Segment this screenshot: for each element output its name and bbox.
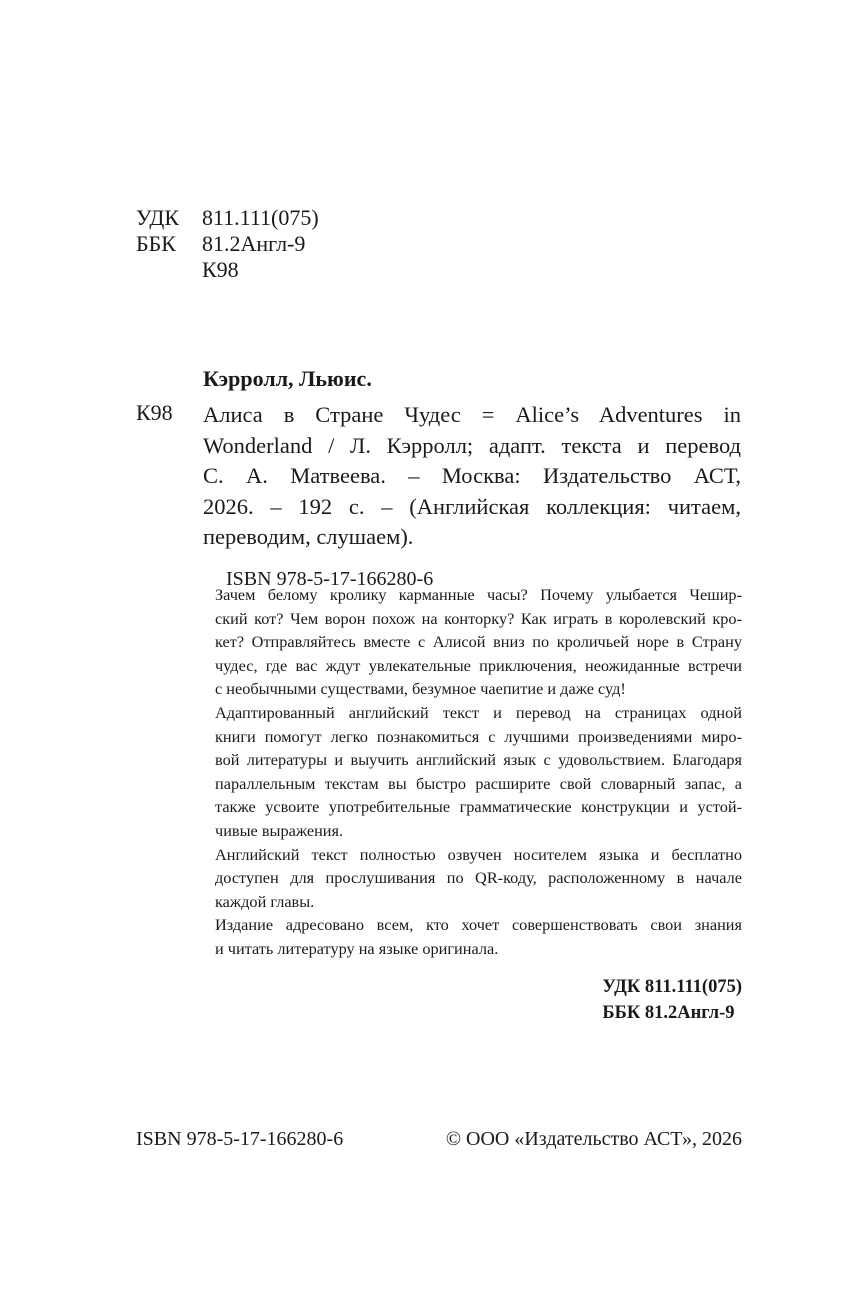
udk-row bbox=[136, 205, 319, 231]
annotation-line: параллельным текстам вы быстро расширите свой словарный запас, а bbox=[215, 773, 742, 793]
annotation-line: вой литературы и выучить английский язык с удовольствием. Благодаря bbox=[215, 750, 742, 770]
entry-mark: К98 bbox=[136, 400, 173, 425]
classification-block bbox=[136, 205, 319, 283]
annotation-paragraph bbox=[215, 913, 742, 960]
entry-isbn: ISBN 978-5-17-166280-6 bbox=[226, 568, 434, 590]
udk-label: УДК bbox=[136, 205, 180, 230]
annotation-paragraph bbox=[215, 701, 742, 843]
footer-copyright: © ООО «Издательство АСТ», 2026 bbox=[445, 1128, 742, 1150]
entry-author: Кэрролл, Льюис. bbox=[203, 366, 372, 391]
annotation bbox=[215, 583, 742, 961]
annotation-paragraph bbox=[215, 583, 742, 701]
annotation-line: чудес, где вас ждут увлекательные приключения, неожиданные встречи bbox=[215, 655, 742, 675]
bottom-classification bbox=[602, 974, 742, 1026]
bibliographic-entry bbox=[203, 400, 741, 553]
bbk-row bbox=[136, 231, 319, 257]
entry-line: Wonderland / Л. Кэрролл; адапт. текста и перевод bbox=[203, 432, 741, 458]
annotation-line: Издание адресовано всем, кто хочет совершенствовать свои знания bbox=[215, 915, 742, 935]
annotation-line: чивые выражения. bbox=[215, 820, 344, 840]
annotation-line: кет? Отправляйтесь вместе с Алисой вниз по кроличьей норе в Страну bbox=[215, 632, 742, 652]
annotation-line: Английский текст полностью озвучен носителем языка и бесплатно bbox=[215, 844, 742, 864]
author-mark: К98 bbox=[202, 257, 239, 282]
entry-line: 2026. – 192 с. – (Английская коллекция: читаем, bbox=[203, 493, 741, 519]
annotation-line: ский кот? Чем ворон похож на конторку? Как играть в королевский кро- bbox=[215, 608, 742, 628]
annotation-line: с необычными существами, безумное чаепитие и даже суд! bbox=[215, 679, 626, 699]
bbk-value: 81.2Англ-9 bbox=[202, 231, 306, 256]
annotation-line: также усвоите употребительные грамматические конструкции и устой- bbox=[215, 797, 742, 817]
annotation-line: и читать литературу на языке оригинала. bbox=[215, 938, 499, 958]
annotation-line: каждой главы. bbox=[215, 891, 315, 911]
udk-value: 811.111(075) bbox=[202, 205, 319, 230]
annotation-paragraph bbox=[215, 843, 742, 914]
footer-isbn: ISBN 978-5-17-166280-6 bbox=[136, 1128, 344, 1150]
annotation-line: Зачем белому кролику карманные часы? Почему улыбается Чешир- bbox=[215, 585, 742, 604]
bottom-bbk: ББК 81.2Англ-9 bbox=[602, 1003, 735, 1023]
annotation-line: книги помогут легко познакомиться с лучшими произведениями миро- bbox=[215, 726, 742, 746]
annotation-line: доступен для прослушивания по QR-коду, расположенному в начале bbox=[215, 868, 742, 888]
bottom-udk: УДК 811.111(075) bbox=[602, 977, 742, 997]
annotation-line: Адаптированный английский текст и перевод на страницах одной bbox=[215, 702, 742, 722]
entry-line: Алиса в Стране Чудес = Alice’s Adventures in bbox=[203, 402, 741, 427]
entry-line: переводим, слушаем). bbox=[203, 524, 414, 549]
author-mark-row bbox=[136, 257, 319, 283]
bbk-label: ББК bbox=[136, 231, 176, 256]
entry-line: С. А. Матвеева. – Москва: Издательство АСТ, bbox=[203, 463, 741, 488]
